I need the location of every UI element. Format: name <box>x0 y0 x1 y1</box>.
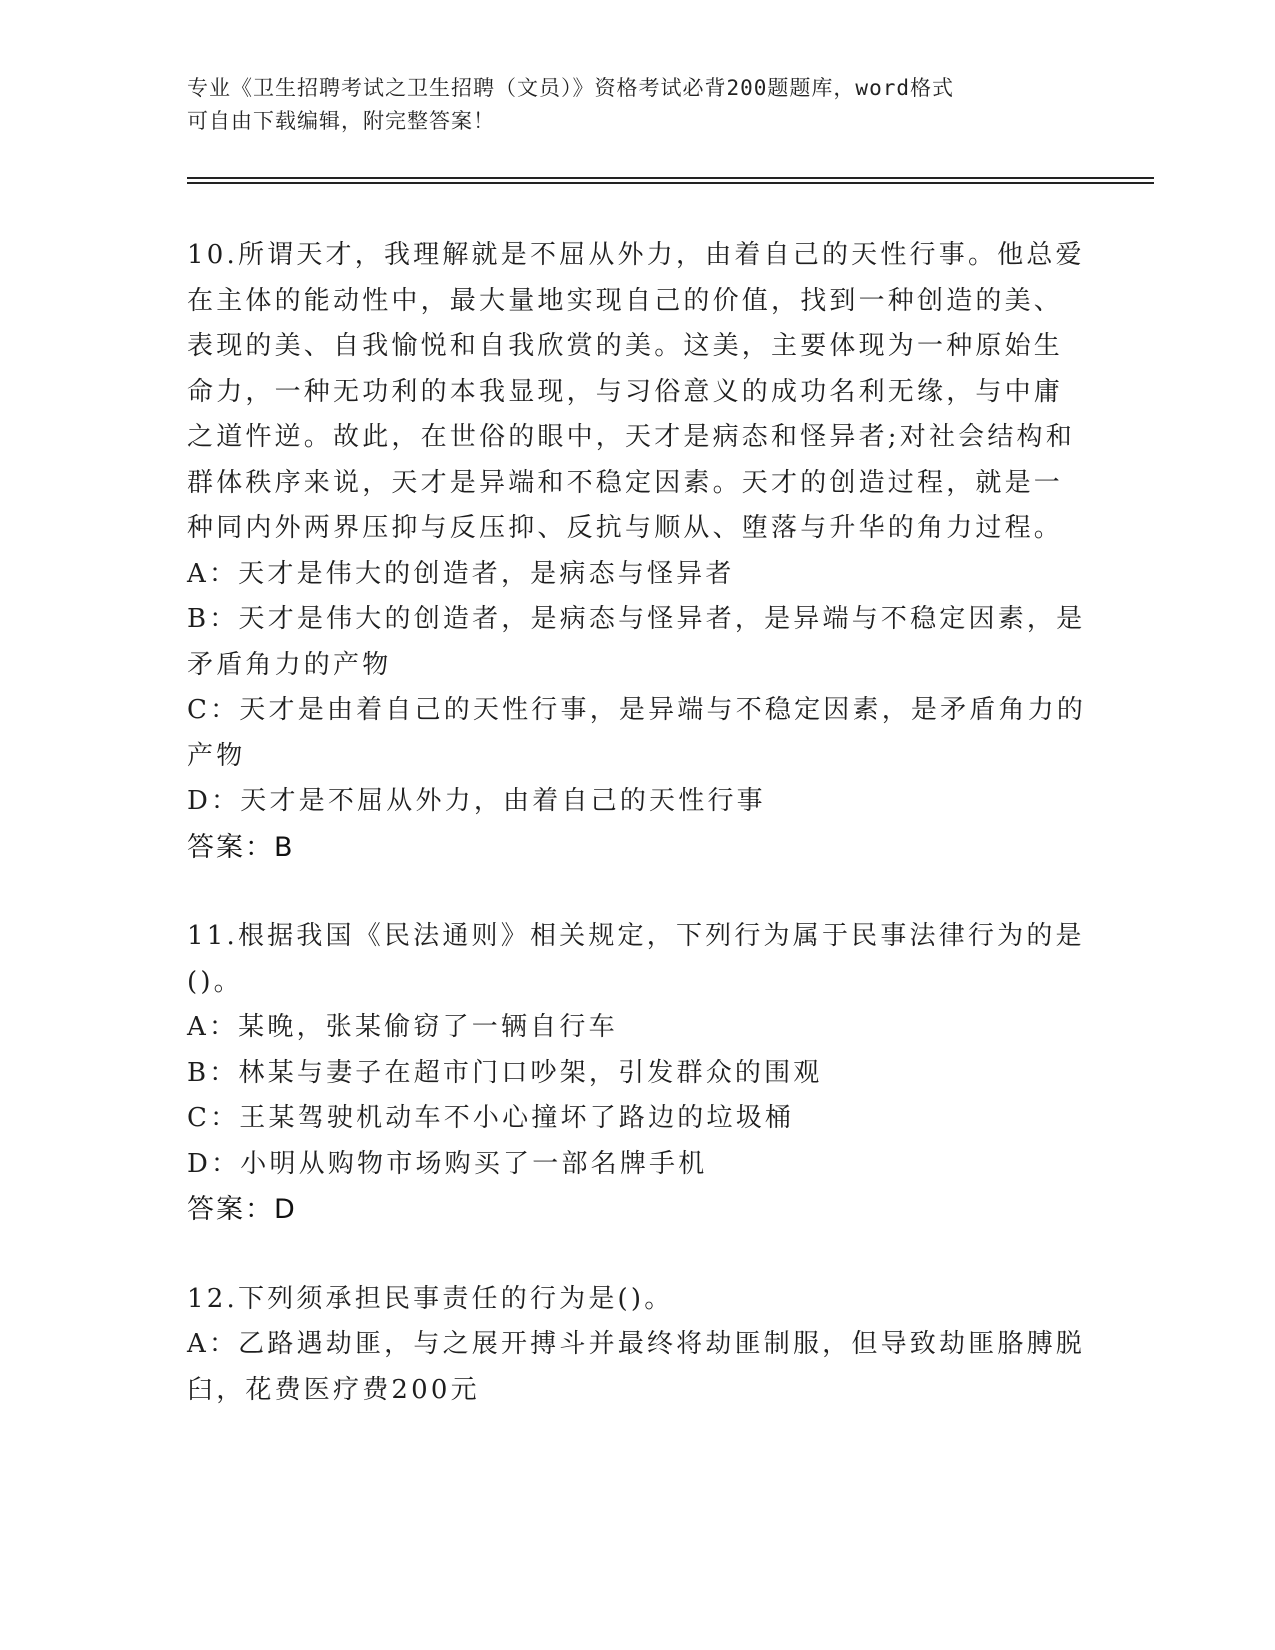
option-d: D：小明从购物市场购买了一部名牌手机 <box>187 1148 708 1179</box>
option-c: C：天才是由着自己的天性行事，是异端与不稳定因素，是矛盾角力的 <box>187 695 1087 725</box>
header-line-1: 专业《卫生招聘考试之卫生招聘（文员）》资格考试必背200题题库，word格式 <box>187 76 954 100</box>
question-stem-line: 11.根据我国《民法通则》相关规定，下列行为属于民事法律行为的是 <box>187 921 1085 951</box>
question-12 <box>187 1277 1087 1414</box>
question-11 <box>187 914 1087 1233</box>
header-line-2: 可自由下载编辑，附完整答案！ <box>187 109 495 133</box>
header-divider-bottom <box>187 182 1154 184</box>
question-stem-line: 种同内外两界压抑与反压抑、反抗与顺从、堕落与升华的角力过程。 <box>187 513 1064 543</box>
question-stem-line: ()。 <box>187 966 243 997</box>
option-a-continued: 臼，花费医疗费200元 <box>187 1374 480 1405</box>
answer-label: 答案：D <box>187 1194 297 1225</box>
answer-label: 答案：B <box>187 831 295 863</box>
option-a: A：某晚，张某偷窃了一辆自行车 <box>187 1012 618 1042</box>
header-divider-top <box>187 177 1154 179</box>
question-10 <box>187 233 1087 870</box>
option-a: A：天才是伟大的创造者，是病态与怪异者 <box>187 558 735 589</box>
document-header <box>187 72 1067 138</box>
option-c: C：王某驾驶机动车不小心撞坏了路边的垃圾桶 <box>187 1103 795 1133</box>
question-list <box>187 233 1087 1413</box>
question-stem-line: 命力，一种无功利的本我显现，与习俗意义的成功名利无缘，与中庸 <box>187 376 1064 407</box>
question-spacer <box>187 1233 1087 1277</box>
question-stem-line: 群体秩序来说，天才是异端和不稳定因素。天才的创造过程，就是一 <box>187 467 1064 498</box>
option-d: D：天才是不屈从外力，由着自己的天性行事 <box>187 786 766 816</box>
option-b: B：林某与妻子在超市门口吵架，引发群众的围观 <box>187 1057 823 1088</box>
question-stem-line: 在主体的能动性中，最大量地实现自己的价值，找到一种创造的美、 <box>187 285 1064 316</box>
option-b: B：天才是伟大的创造者，是病态与怪异者，是异端与不稳定因素，是 <box>187 604 1086 634</box>
option-a: A：乙路遇劫匪，与之展开搏斗并最终将劫匪制服，但导致劫匪胳膊脱 <box>187 1329 1085 1359</box>
question-spacer <box>187 870 1087 914</box>
question-stem-line: 表现的美、自我愉悦和自我欣赏的美。这美，主要体现为一种原始生 <box>187 331 1064 361</box>
question-stem-line: 之道忤逆。故此，在世俗的眼中，天才是病态和怪异者;对社会结构和 <box>187 422 1075 452</box>
option-b-continued: 矛盾角力的产物 <box>187 649 392 680</box>
question-stem-line: 10.所谓天才，我理解就是不屈从外力，由着自己的天性行事。他总爱 <box>187 240 1085 270</box>
option-c-continued: 产物 <box>187 740 246 771</box>
question-stem-line: 12.下列须承担民事责任的行为是()。 <box>187 1283 674 1314</box>
